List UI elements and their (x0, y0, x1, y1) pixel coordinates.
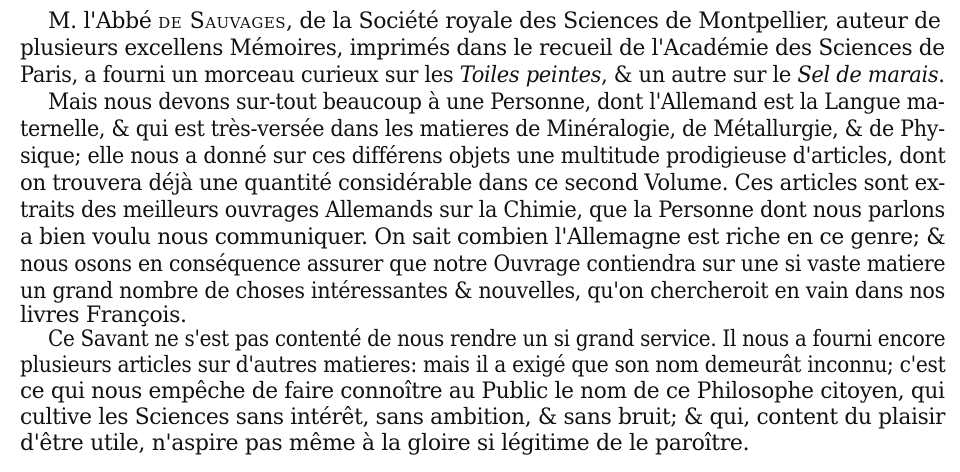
text-run: Paris, a fourni un morceau curieux sur les (20, 63, 460, 88)
text-run: plusieurs excellens Mémoires, imprimés dans le recueil de l'Académie des Sciences de (20, 36, 945, 61)
text-run: traits des meilleurs ouvrages Allemands sur la Chimie, que la Personne dont nous parlons (20, 198, 945, 223)
text-line (20, 431, 749, 457)
text-run: d'être utile, n'aspire pas même à la gloire si légitime de le paroître. (20, 431, 750, 456)
text-run: nous osons en conséquence assurer que notre Ouvrage contiendra sur une si vaste matiere (20, 252, 946, 277)
text-line (20, 379, 945, 405)
italic-title: Sel de marais (797, 63, 939, 88)
text-run: on trouvera déjà une quantité considérable dans ce second Volume. Ces articles sont ex- (20, 171, 945, 196)
text-run: M. l'Abbé (48, 9, 159, 34)
author-name: de Sauvages (158, 9, 287, 34)
text-line (20, 198, 945, 224)
text-line (48, 90, 945, 116)
text-run: , de la Société royale des Sciences de Montpellier, auteur de (286, 9, 941, 34)
text-line (20, 225, 945, 251)
text-run: livres François. (20, 303, 187, 328)
text-run: ce qui nous empêche de faire connoître au Public le nom de ce Philosophe citoyen, qui (20, 379, 945, 404)
text-line (48, 327, 945, 353)
text-run: Ce Savant ne s'est pas contenté de nous rendre un si grand service. Il nous a fourni encore (48, 327, 946, 352)
text-line (20, 405, 945, 431)
text-line (20, 303, 187, 329)
italic-title: Toiles peintes (459, 63, 602, 88)
text-line (20, 171, 945, 197)
text-run: , & un autre sur le (601, 63, 798, 88)
text-run: . (938, 63, 945, 88)
text-run: plusieurs articles sur d'autres matieres: mais il a exigé que son nom demeurât inconnu; c'est (20, 353, 946, 378)
text-run: ternelle, & qui est très-versée dans les matieres de Minéralogie, de Métallurgie, & de Phy- (20, 117, 945, 142)
text-line (20, 63, 945, 89)
text-line (20, 252, 945, 278)
text-run: sique; elle nous a donné sur ces différens objets une multitude prodigieuse d'articles, dont (20, 144, 946, 169)
text-line (20, 144, 945, 170)
text-line (20, 117, 945, 143)
text-line (48, 9, 941, 35)
text-line (20, 36, 945, 62)
text-run: a bien voulu nous communiquer. On sait combien l'Allemagne est riche en ce genre; & (20, 225, 946, 250)
text-run: cultive les Sciences sans intérêt, sans ambition, & sans bruit; & qui, content du plaisir (20, 405, 946, 430)
text-run: Mais nous devons sur-tout beaucoup à une Personne, dont l'Allemand est la Langue ma- (48, 90, 945, 115)
text-line (20, 353, 945, 379)
text-run: un grand nombre de choses intéressantes & nouvelles, qu'on chercheroit en vain dans nos (20, 279, 945, 304)
text-line (20, 279, 945, 305)
